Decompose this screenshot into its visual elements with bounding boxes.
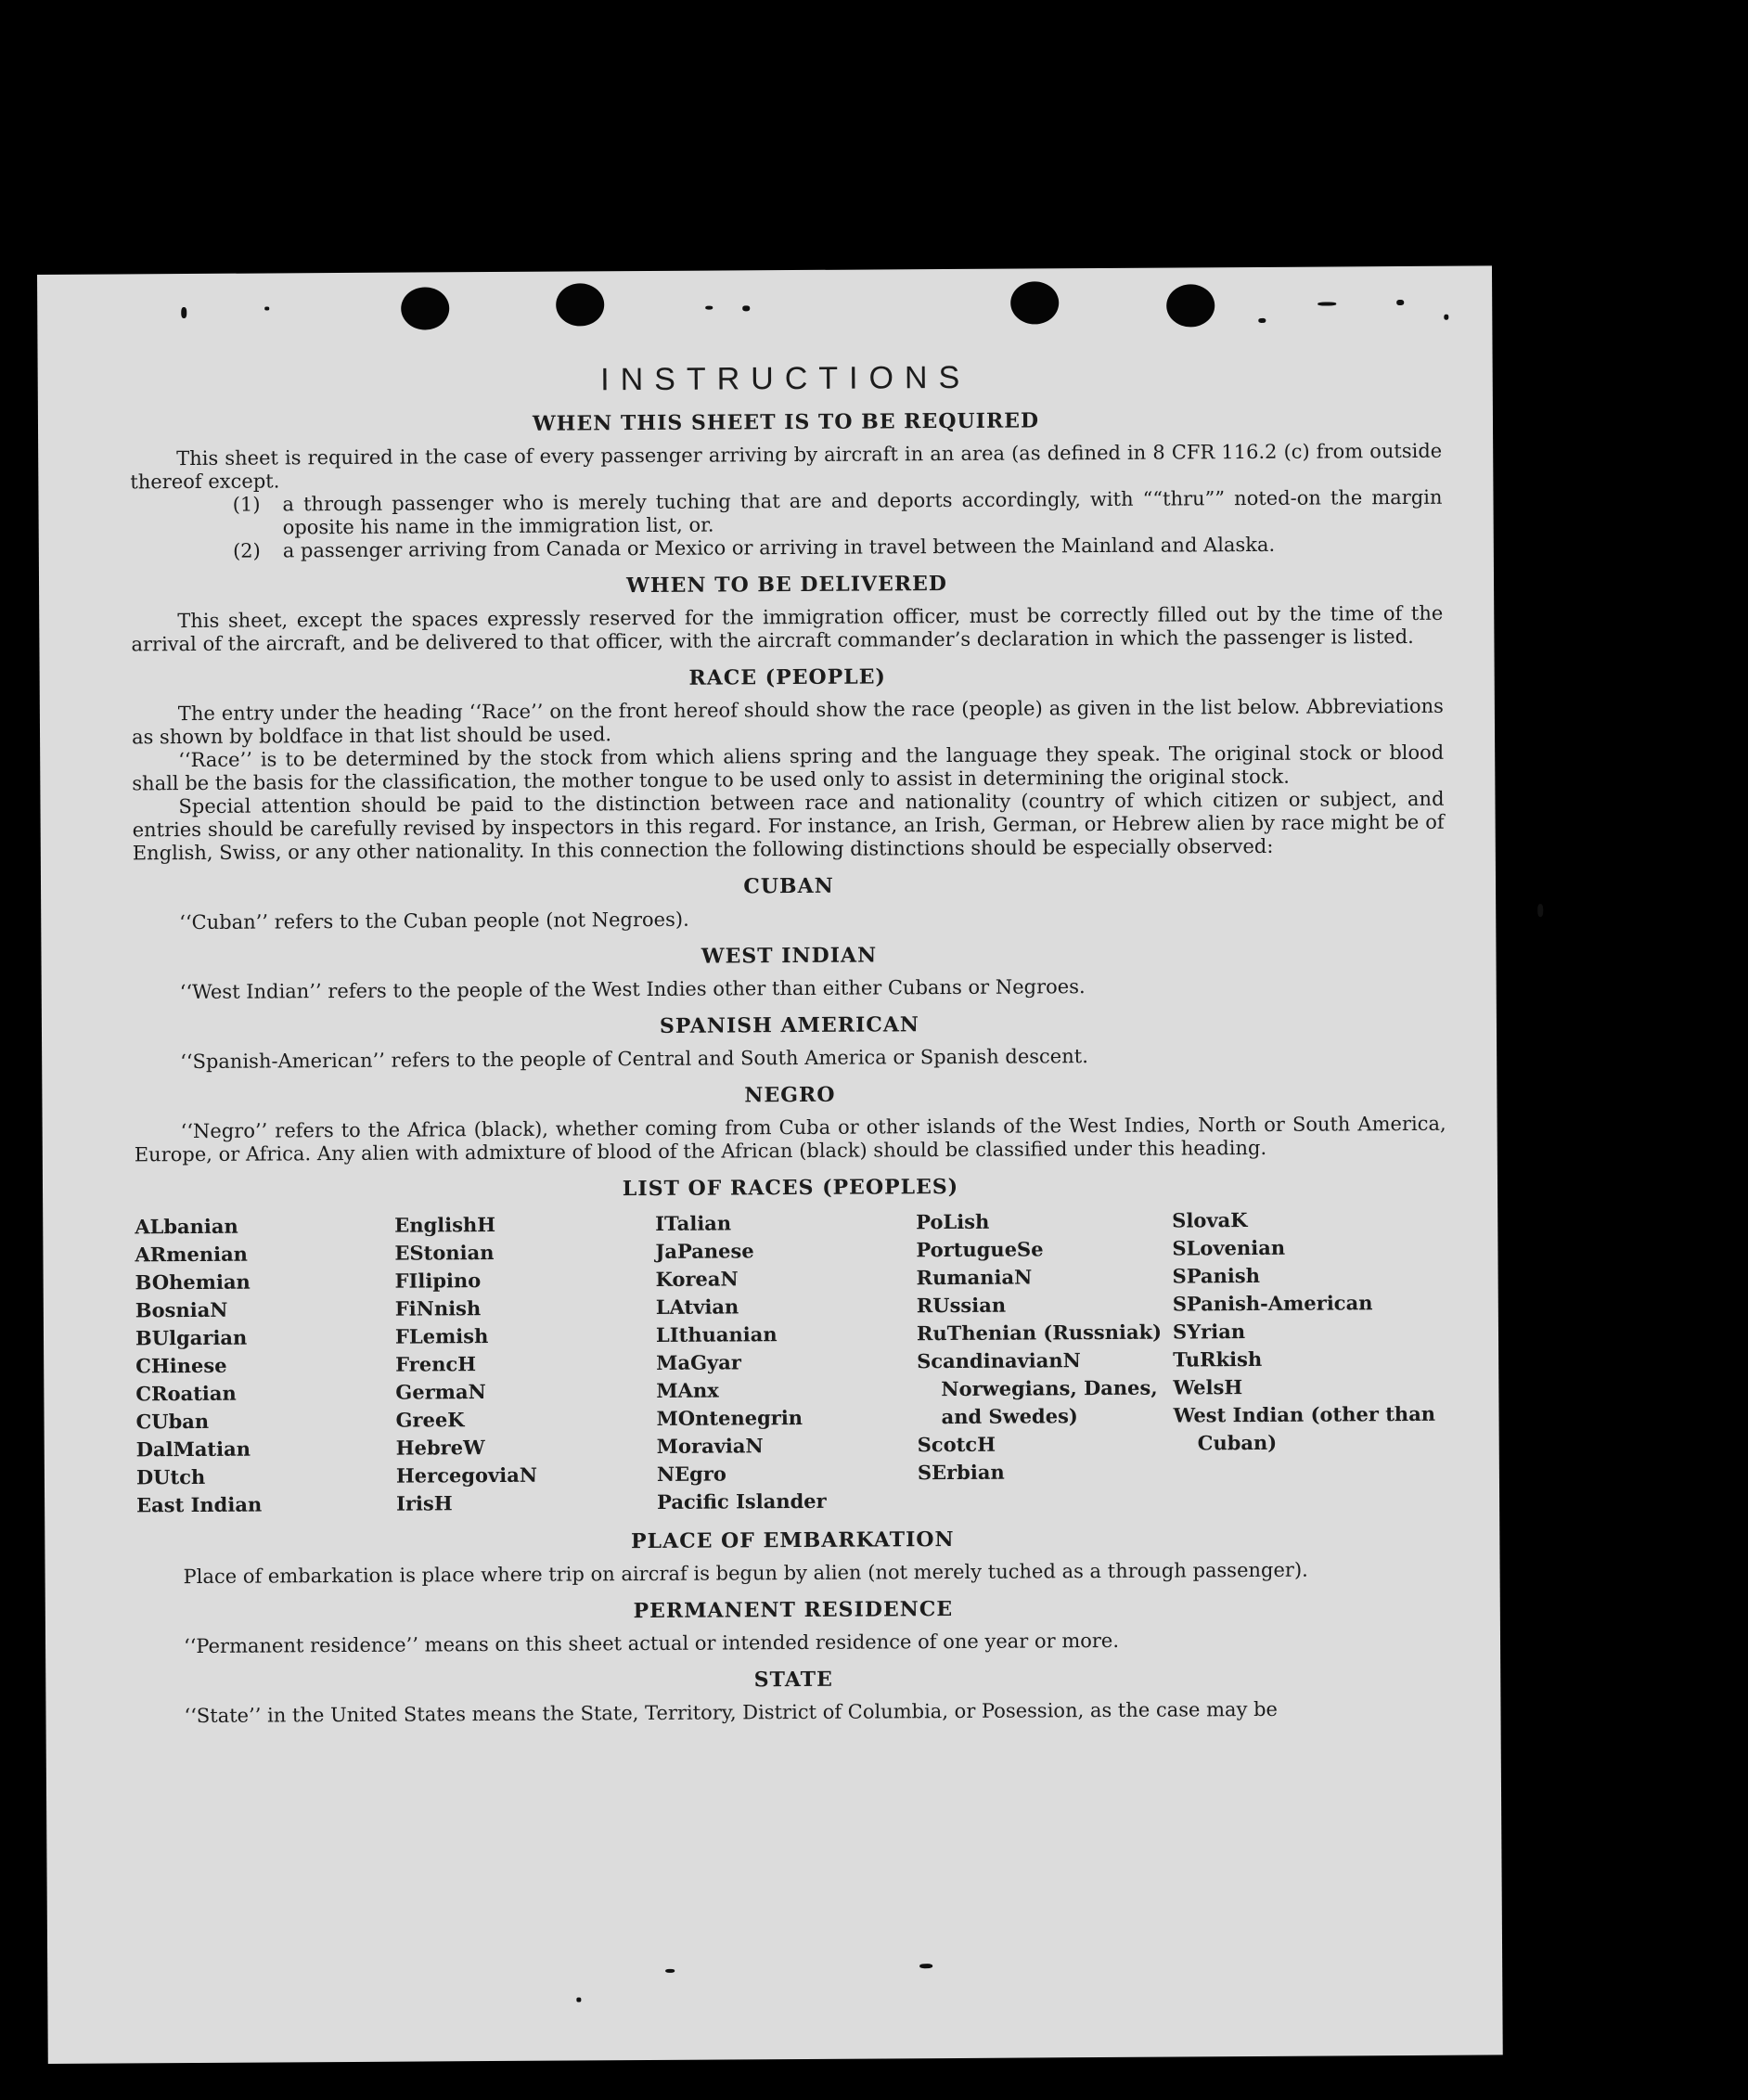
race-entry: DalMatian	[135, 1437, 251, 1462]
race-entry: DUtch	[135, 1464, 206, 1489]
scan-speck	[742, 305, 750, 311]
heading-west-indian: WEST INDIAN	[700, 943, 878, 969]
when-required-intro: This sheet is required in the case of every passenger arriving by aircraft in an area (as defined in 8 CFR 116.2 (c) from outside thereof except.	[130, 439, 1443, 494]
race-entry: SPanish-American	[1172, 1291, 1373, 1316]
race-entry: SlovaK	[1172, 1208, 1248, 1232]
scan-speck	[665, 1969, 675, 1973]
scan-speck	[264, 306, 269, 310]
race-entry: Pacific Islander	[657, 1488, 827, 1514]
heading-cuban: CUBAN	[743, 873, 834, 899]
race-entry: BUlgarian	[135, 1325, 248, 1350]
scan-speck	[705, 306, 713, 310]
races-column	[135, 1212, 396, 1520]
race-entry: PortugueSe	[916, 1237, 1044, 1262]
spanish-american-text: ‘‘Spanish-American’’ refers to the people of Central and South America or Spanish descent.	[180, 1045, 1088, 1074]
race-paragraph-1: The entry under the heading ‘‘Race’’ on the front hereof should show the race (people) as given in the list below. Abbreviations as shown by boldface in that list should be used.	[131, 694, 1444, 749]
heading-state: STATE	[753, 1667, 833, 1693]
instructions-content	[130, 357, 1450, 1729]
heading-when-required: WHEN THIS SHEET IS TO BE REQUIRED	[532, 408, 1040, 436]
scan-speck	[1396, 300, 1404, 305]
race-entry: ITalian	[655, 1211, 732, 1235]
scan-speck	[1444, 315, 1448, 320]
scan-speck	[919, 1964, 932, 1968]
heading-list-of-races: LIST OF RACES (PEOPLES)	[622, 1174, 959, 1202]
heading-negro: NEGRO	[744, 1082, 836, 1108]
race-entry: EStonian	[394, 1241, 495, 1265]
race-entry: BosniaN	[135, 1297, 228, 1322]
race-entry: SLovenian	[1172, 1235, 1286, 1260]
race-paragraph-2: ‘‘Race’’ is to be determined by the stock from which aliens spring and the language they speak. The original stock or blood shall be the basis for the classification, the mother tongue to be used only to assist in determining the original stock.	[132, 741, 1445, 795]
race-entry: NEgro	[656, 1462, 726, 1486]
race-entry: ALbanian	[135, 1214, 238, 1239]
race-entry: WelsH	[1173, 1375, 1243, 1399]
punch-hole	[1166, 284, 1215, 327]
scan-speck	[1258, 318, 1266, 323]
heading-when-delivered: WHEN TO BE DELIVERED	[626, 572, 948, 599]
race-entry: TuRkish	[1173, 1346, 1263, 1372]
state-text: ‘‘State’’ in the United States means the State, Territory, District of Columbia, or Posession, as the case may be	[184, 1697, 1279, 1728]
exception-text: a passenger arriving from Canada or Mexico or arriving in travel between the Mainland and Alaska.	[282, 533, 1276, 562]
races-column	[394, 1210, 657, 1518]
exception-number: (2)	[232, 539, 261, 562]
race-entry: SErbian	[917, 1460, 1005, 1485]
race-entry: ScotcH	[917, 1432, 996, 1457]
race-entry: MaGyar	[656, 1350, 741, 1374]
scan-speck	[576, 1997, 581, 2002]
permanent-residence-text: ‘‘Permanent residence’’ means on this sheet actual or intended residence of one year or more.	[183, 1629, 1120, 1658]
exception-item-1	[130, 486, 1442, 541]
race-entry: FiNnish	[394, 1296, 482, 1321]
race-entry: East Indian	[136, 1492, 263, 1517]
race-entry: MAnx	[656, 1378, 719, 1402]
west-indian-text: ‘‘West Indian’’ refers to the people of the West Indies other than either Cubans or Negroes.	[179, 975, 1086, 1004]
race-entry: RUssian	[916, 1293, 1007, 1318]
heading-race: RACE (PEOPLE)	[688, 664, 886, 690]
race-entry: CHinese	[135, 1353, 227, 1378]
race-entry: GreeK	[395, 1408, 465, 1432]
race-entry: ScandinavianN Norwegians, Danes, and Swedes)	[917, 1348, 1158, 1429]
race-entry: EnglishH	[394, 1213, 496, 1237]
races-column	[916, 1207, 1174, 1515]
race-entry: ARmenian	[135, 1242, 248, 1267]
punch-hole	[401, 287, 449, 329]
race-entry: BOhemian	[135, 1269, 251, 1295]
document-sheet	[37, 265, 1503, 2064]
race-entry: West Indian (other than Cuban)	[1173, 1401, 1436, 1455]
heading-permanent-residence: PERMANENT RESIDENCE	[633, 1596, 954, 1624]
race-entry: PoLish	[916, 1209, 990, 1234]
race-entry: RumaniaN	[916, 1265, 1033, 1290]
race-entry: GermaN	[395, 1380, 486, 1404]
race-entry: CUban	[135, 1409, 210, 1434]
race-entry: SPanish	[1172, 1263, 1261, 1288]
race-entry: KoreaN	[655, 1267, 739, 1291]
scan-speck	[1317, 302, 1336, 305]
race-entry: MOntenegrin	[656, 1405, 803, 1430]
punch-hole	[556, 283, 604, 326]
races-list	[135, 1205, 1448, 1520]
race-entry: CRoatian	[135, 1381, 237, 1406]
race-entry: LAtvian	[655, 1295, 739, 1319]
scan-speck	[1537, 904, 1543, 917]
page-title: INSTRUCTIONS	[600, 359, 971, 398]
race-entry: LIthuanian	[655, 1322, 778, 1346]
race-entry: FrencH	[395, 1352, 477, 1376]
race-entry: FLemish	[394, 1324, 489, 1348]
race-entry: IrisH	[396, 1491, 453, 1515]
race-paragraph-3: Special attention should be paid to the distinction between race and nationality (country of which citizen or subject, and entries should be carefully revised by inspectors in this regard. For instance, an Irish, German, or Hebrew alien by race might be of English, Swiss, or any other nationality. In this connection the following distinctions should be especially observed:	[132, 787, 1445, 865]
races-column	[1172, 1205, 1448, 1514]
race-entry: RuThenian (Russniak)	[916, 1320, 1163, 1346]
when-delivered-text: This sheet, except the spaces expressly reserved for the immigration officer, must be correctly filled out by the time of the arrival of the aircraft, and be delivered to that officer, with the aircraft commander’s declaration in which the passenger is listed.	[131, 601, 1444, 656]
race-entry: JaPanese	[655, 1239, 754, 1263]
negro-text: ‘‘Negro’’ refers to the Africa (black), whether coming from Cuba or other islands of the West Indies, North or South America, Europe, or Africa. Any alien with admixture of blood of the African (black) should be classified under this heading.	[134, 1112, 1446, 1166]
heading-embarkation: PLACE OF EMBARKATION	[630, 1527, 955, 1554]
embarkation-text: Place of embarkation is place where trip on aircraf is begun by alien (not merely tuched as a through passenger).	[183, 1558, 1308, 1589]
exception-text: a through passenger who is merely tuching that are and deports accordingly, with ““thru”” noted-on the margin oposite his name in the immigration list, or.	[282, 485, 1443, 539]
race-entry: MoraviaN	[656, 1434, 764, 1458]
heading-spanish-american: SPANISH AMERICAN	[659, 1012, 920, 1038]
cuban-text: ‘‘Cuban’’ refers to the Cuban people (not Negroes).	[179, 908, 689, 934]
race-entry: SYrian	[1172, 1320, 1246, 1344]
race-entry: FIlipino	[394, 1269, 482, 1293]
punch-hole	[1010, 281, 1059, 324]
exception-number: (1)	[232, 493, 261, 516]
scan-speck	[181, 307, 186, 318]
races-column	[655, 1208, 918, 1516]
race-entry: HebreW	[395, 1436, 485, 1460]
race-entry: HercegoviaN	[395, 1462, 538, 1488]
